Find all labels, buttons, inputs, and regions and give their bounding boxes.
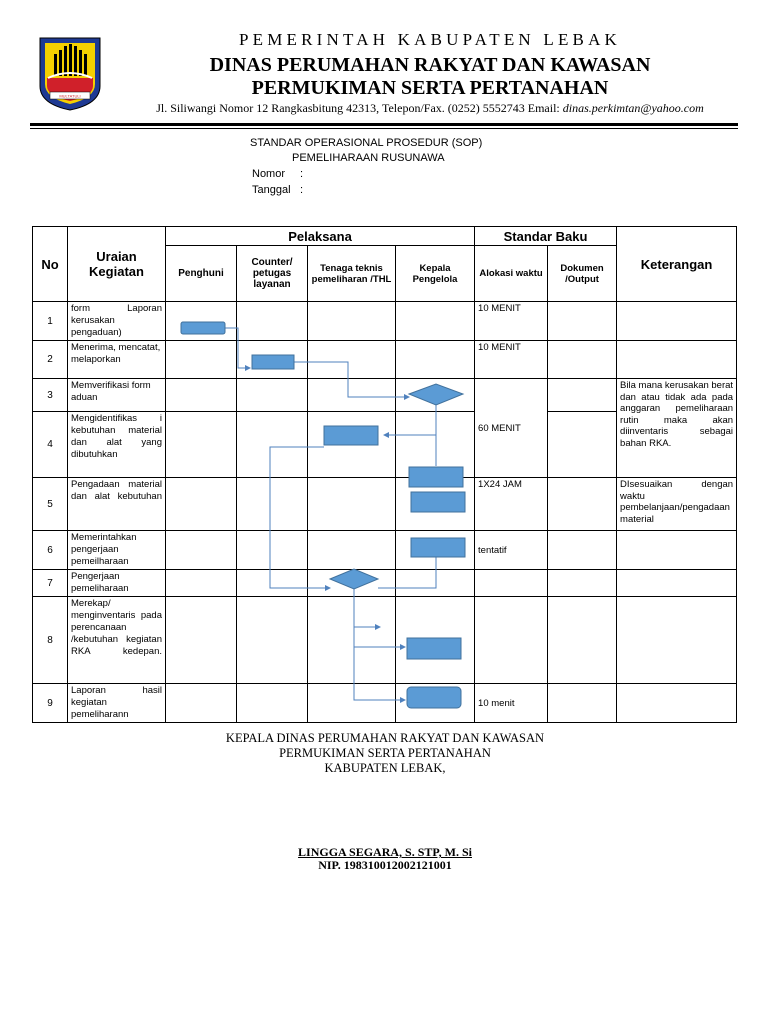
row-waktu: 10 MENIT [475,302,548,341]
header-keterangan: Keterangan [617,227,737,302]
row-keterangan: Bila mana kerusakan berat dan atau tidak ada pada anggaran pemeliharaan rutin maka akan diinventaris sebagai bahan RKA. [617,379,737,478]
row-uraian: Pengadaan material dan alat kebutuhan [68,478,166,531]
row-no: 2 [33,341,68,379]
header-counter: Counter/ petugas layanan [237,246,308,302]
header-standar-baku: Standar Baku [475,227,617,246]
header-address [120,101,740,116]
header-agency-line2: PERMUKIMAN SERTA PERTANAHAN [251,77,609,99]
row-uraian: Merekap/ menginventaris pada perencanaan /kebutuhan kegiatan RKA kedepan. [68,597,166,684]
nomor-sep: : [300,168,304,180]
row-no: 3 [33,379,68,412]
row-no: 8 [33,597,68,684]
row-waktu: 10 MENIT [475,341,548,379]
row-no: 7 [33,570,68,597]
row-uraian: Menerima, mencatat, melaporkan [68,341,166,379]
table-row [33,570,737,597]
sop-table [32,226,737,723]
row-keterangan: DIsesuaikan dengan waktu pembelanjaan/pengadaan material [617,478,737,531]
signature-line3: KABUPATEN LEBAK, [324,761,446,775]
nomor-label: Nomor [252,168,286,180]
row-no: 1 [33,302,68,341]
meta-tanggal [252,184,303,196]
row-uraian: Laporan hasil kegiatan pemeliharann [68,684,166,723]
row-uraian: form Laporan kerusakan pengaduan) [68,302,166,341]
signature-line2: PERMUKIMAN SERTA PERTANAHAN [279,746,491,760]
header-no: No [33,227,68,302]
row-uraian: Memerintahkan pengerjaan pemeilharaan [68,531,166,570]
row-waktu: 10 menit [475,684,548,723]
row-waktu: 60 MENIT [475,379,548,478]
header-penghuni: Penghuni [166,246,237,302]
signature-block [150,731,620,776]
table-row [33,341,737,379]
header-tenaga-teknis: Tenaga teknis pemeliharan /THL [308,246,396,302]
meta-nomor [252,168,303,180]
header-pelaksana: Pelaksana [166,227,475,246]
table-row [33,302,737,341]
header-rule-thick [30,123,738,126]
header-uraian: Uraian Kegiatan [68,227,166,302]
header-alokasi-waktu: Alokasi waktu [475,246,548,302]
address-text: Jl. Siliwangi Nomor 12 Rangkasbitung 42313, Telepon/Fax. (0252) 5552743 Email: [156,101,563,115]
logo-motto: MULTATULI [59,93,81,99]
tanggal-sep: : [300,184,304,196]
row-no: 4 [33,412,68,478]
header-kepala-pengelola: Kepala Pengelola [396,246,475,302]
table-row [33,597,737,684]
header-rule-thin [30,128,738,129]
table-row [33,531,737,570]
signatory-name: LINGGA SEGARA, S. STP, M. Si [298,845,472,859]
row-no: 5 [33,478,68,531]
row-waktu: 1X24 JAM [475,478,548,531]
email-text: dinas.perkimtan@yahoo.com [562,101,704,115]
kabupaten-lebak-logo [36,34,104,112]
table-row [33,379,737,412]
row-no: 6 [33,531,68,570]
row-uraian: Mengidentifikas i kebutuhan material dan alat yang dibutuhkan [68,412,166,478]
row-uraian: Pengerjaan pemeliharaan [68,570,166,597]
tanggal-label: Tanggal [252,184,291,196]
sop-subtitle: PEMELIHARAAN RUSUNAWA [292,152,445,164]
table-row [33,478,737,531]
header-government: PEMERINTAH KABUPATEN LEBAK [238,30,622,49]
row-no: 9 [33,684,68,723]
signatory-nip: NIP. 198310012002121001 [318,858,452,872]
sop-title: STANDAR OPERASIONAL PROSEDUR (SOP) [250,137,483,149]
row-uraian: Memverifikasi form aduan [68,379,166,412]
header-dokumen-output: Dokumen /Output [548,246,617,302]
signature-line1: KEPALA DINAS PERUMAHAN RAKYAT DAN KAWASAN [225,731,545,745]
table-row [33,684,737,723]
header-agency-line1: DINAS PERUMAHAN RAKYAT DAN KAWASAN [209,54,651,76]
row-waktu: tentatif [475,531,548,570]
